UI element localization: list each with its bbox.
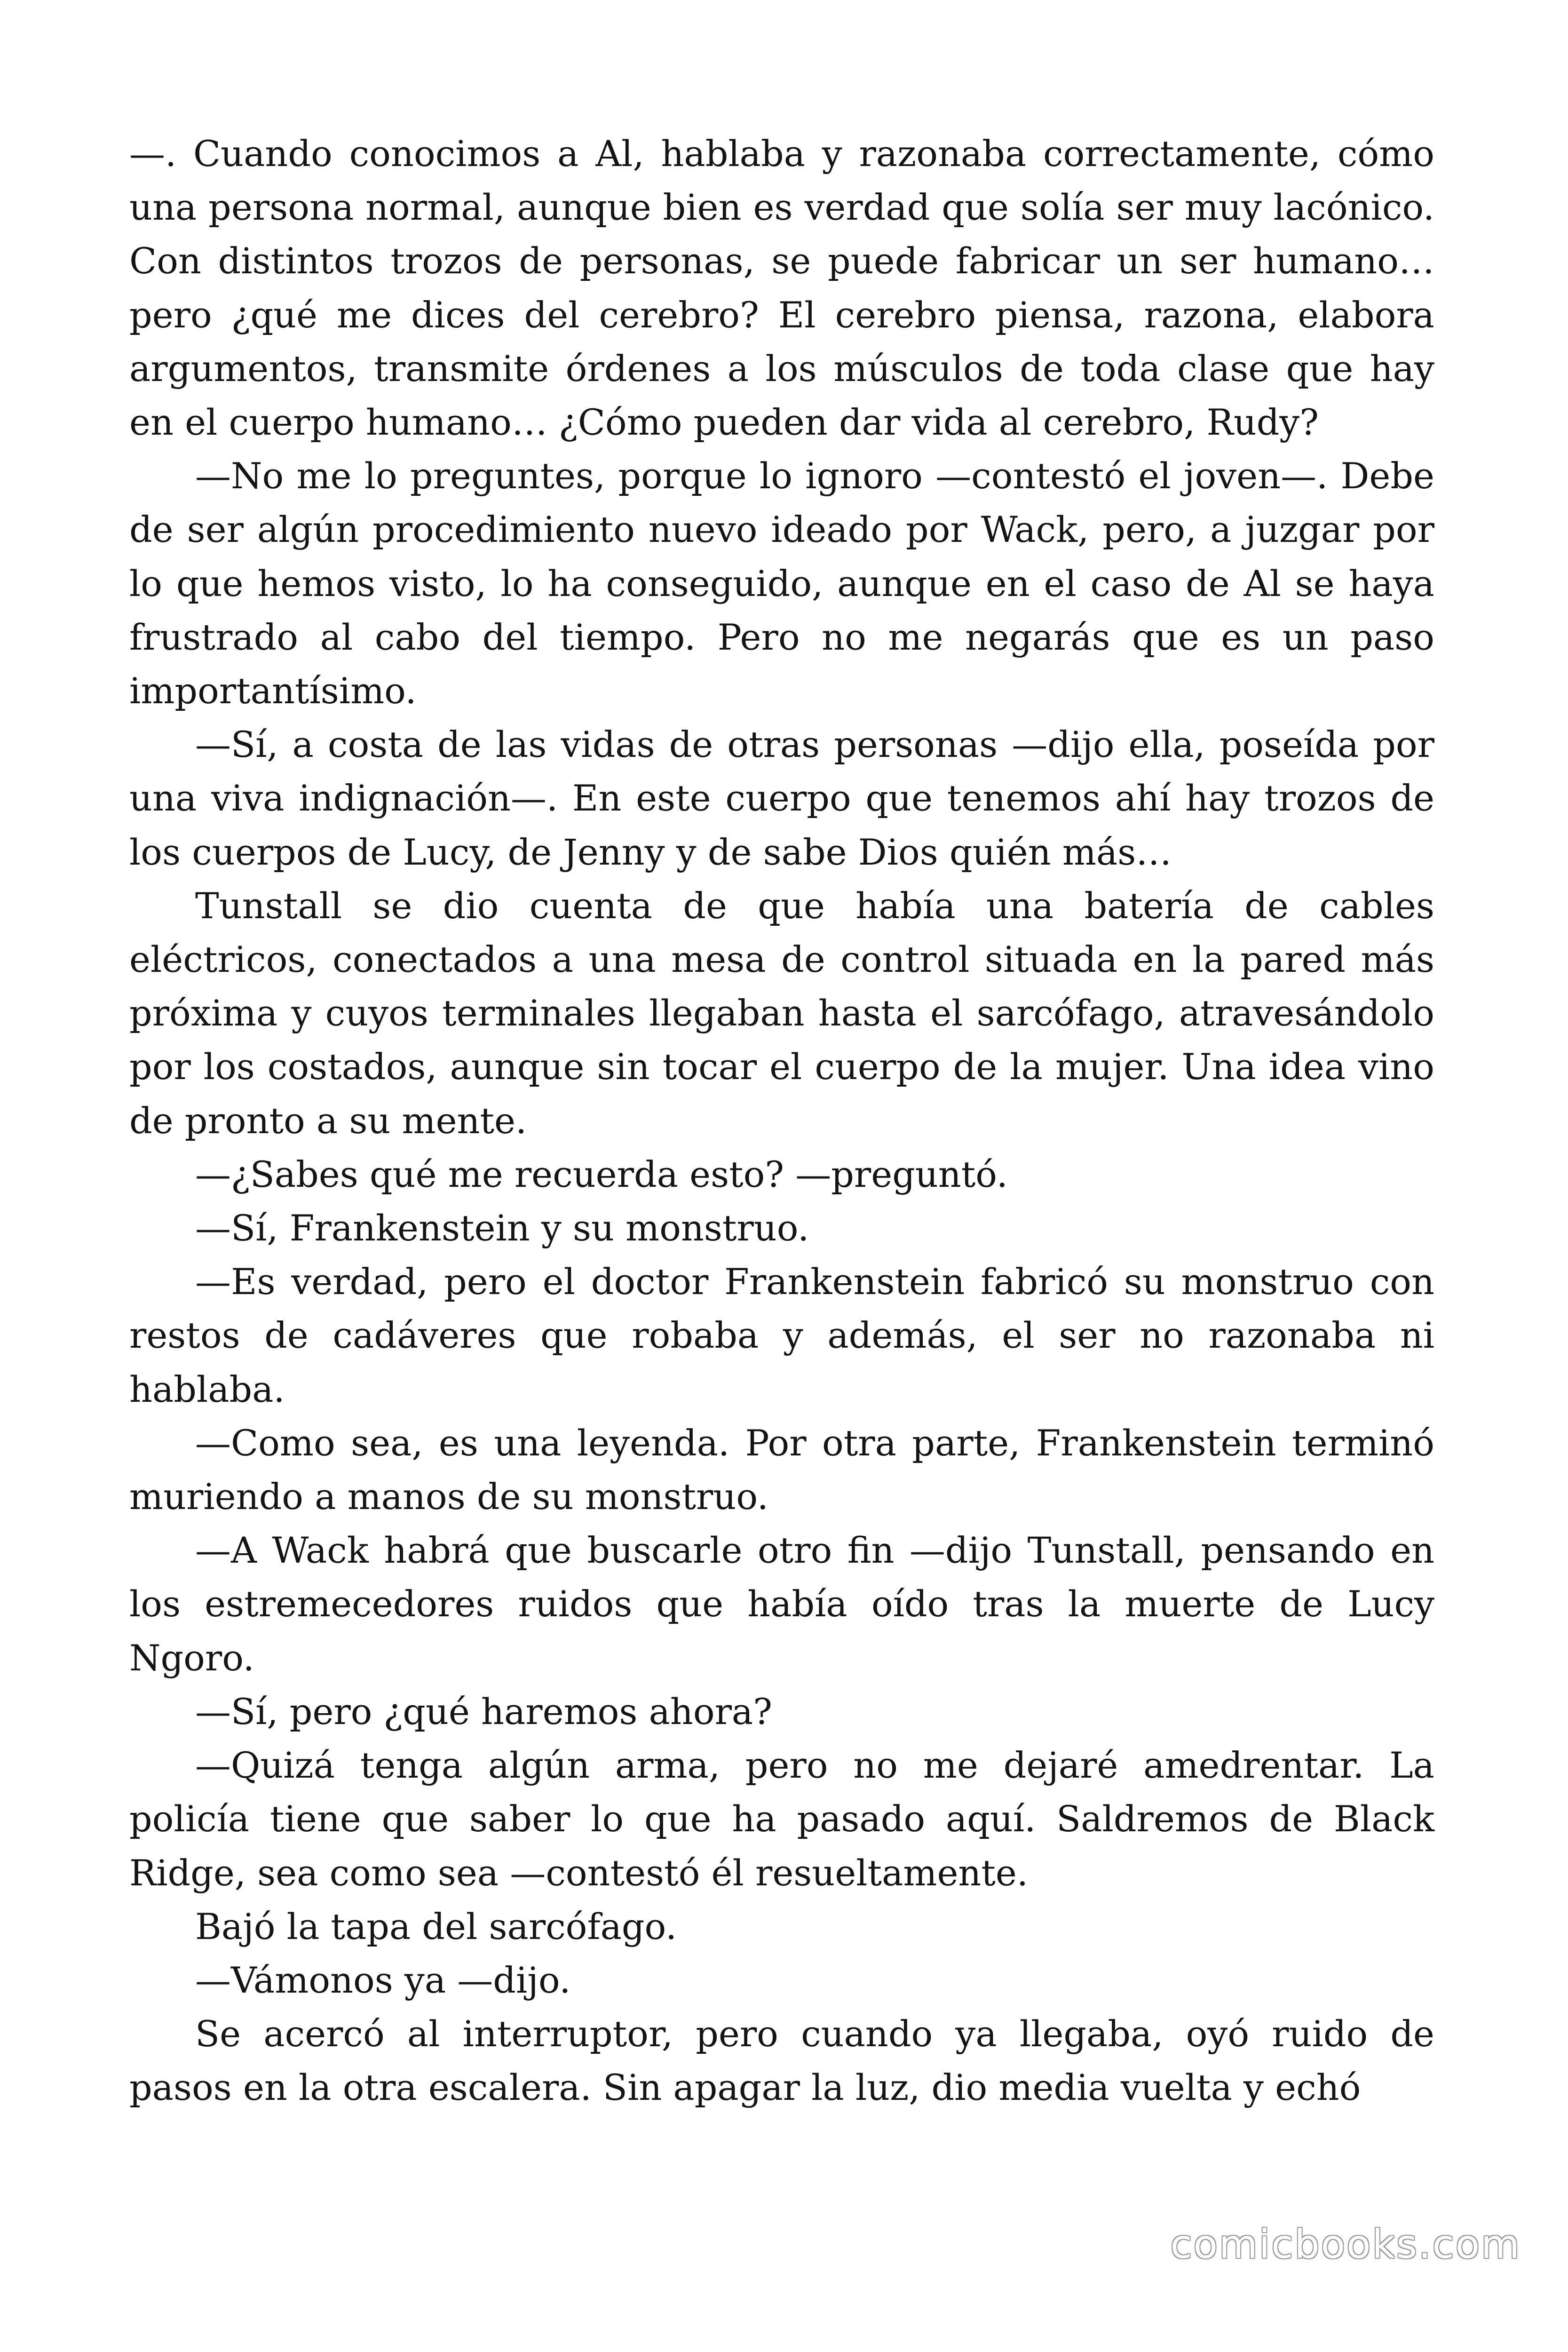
- paragraph: Bajó la tapa del sarcófago.: [195, 1905, 677, 1947]
- paragraph: —Quizá tenga algún arma, pero no me dejaré amedrentar. La policía tiene que saber lo que ha pasado aquí. Saldremos de Black Ridge, sea como sea —contestó él resueltamente.: [129, 1744, 1434, 1894]
- paragraph: —. Cuando conocimos a Al, hablaba y razonaba correctamente, cómo una persona normal, aunque bien es verdad que solía ser muy lacónico. Con distintos trozos de personas, se puede fabricar un ser humano… pero ¿qué me dices del cerebro? El cerebro piensa, razona, elabora argumentos, transmite órdenes a los músculos de toda clase que hay en el cuerpo humano… ¿Cómo pueden dar vida al cerebro, Rudy?: [129, 133, 1434, 444]
- paragraph: —Sí, Frankenstein y su monstruo.: [195, 1207, 809, 1249]
- body-text: [129, 127, 1434, 2115]
- paragraph: —Sí, pero ¿qué haremos ahora?: [195, 1690, 772, 1732]
- paragraph: —A Wack habrá que buscarle otro fin —dijo Tunstall, pensando en los estremecedores ruidos que había oído tras la muerte de Lucy Ngoro.: [129, 1529, 1434, 1679]
- paragraph: Tunstall se dio cuenta de que había una batería de cables eléctricos, conectados a una mesa de control situada en la pared más próxima y cuyos terminales llegaban hasta el sarcófago, atravesándolo por los costados, aunque sin tocar el cuerpo de la mujer. Una idea vino de pronto a su mente.: [129, 884, 1434, 1142]
- paragraph: —Como sea, es una leyenda. Por otra parte, Frankenstein terminó muriendo a manos de su monstruo.: [129, 1422, 1434, 1518]
- paragraph: —Vámonos ya —dijo.: [195, 1959, 571, 2001]
- paragraph: —¿Sabes qué me recuerda esto? —preguntó.: [195, 1153, 1008, 1195]
- paragraph: —Es verdad, pero el doctor Frankenstein fabricó su monstruo con restos de cadáveres que robaba y además, el ser no razonaba ni hablaba.: [129, 1261, 1434, 1410]
- paragraph: —No me lo preguntes, porque lo ignoro —contestó el joven—. Debe de ser algún procedimiento nuevo ideado por Wack, pero, a juzgar por lo que hemos visto, lo ha conseguido, aunque en el caso de Al se haya frustrado al cabo del tiempo. Pero no me negarás que es un paso importantísimo.: [129, 455, 1434, 712]
- paragraph: Se acercó al interruptor, pero cuando ya llegaba, oyó ruido de pasos en la otra escalera. Sin apagar la luz, dio media vuelta y echó: [129, 2013, 1434, 2109]
- paragraph: —Sí, a costa de las vidas de otras personas —dijo ella, poseída por una viva indignación—. En este cuerpo que tenemos ahí hay trozos de los cuerpos de Lucy, de Jenny y de sabe Dios quién más…: [129, 723, 1434, 873]
- watermark: comicbooks.com: [1170, 2221, 1521, 2267]
